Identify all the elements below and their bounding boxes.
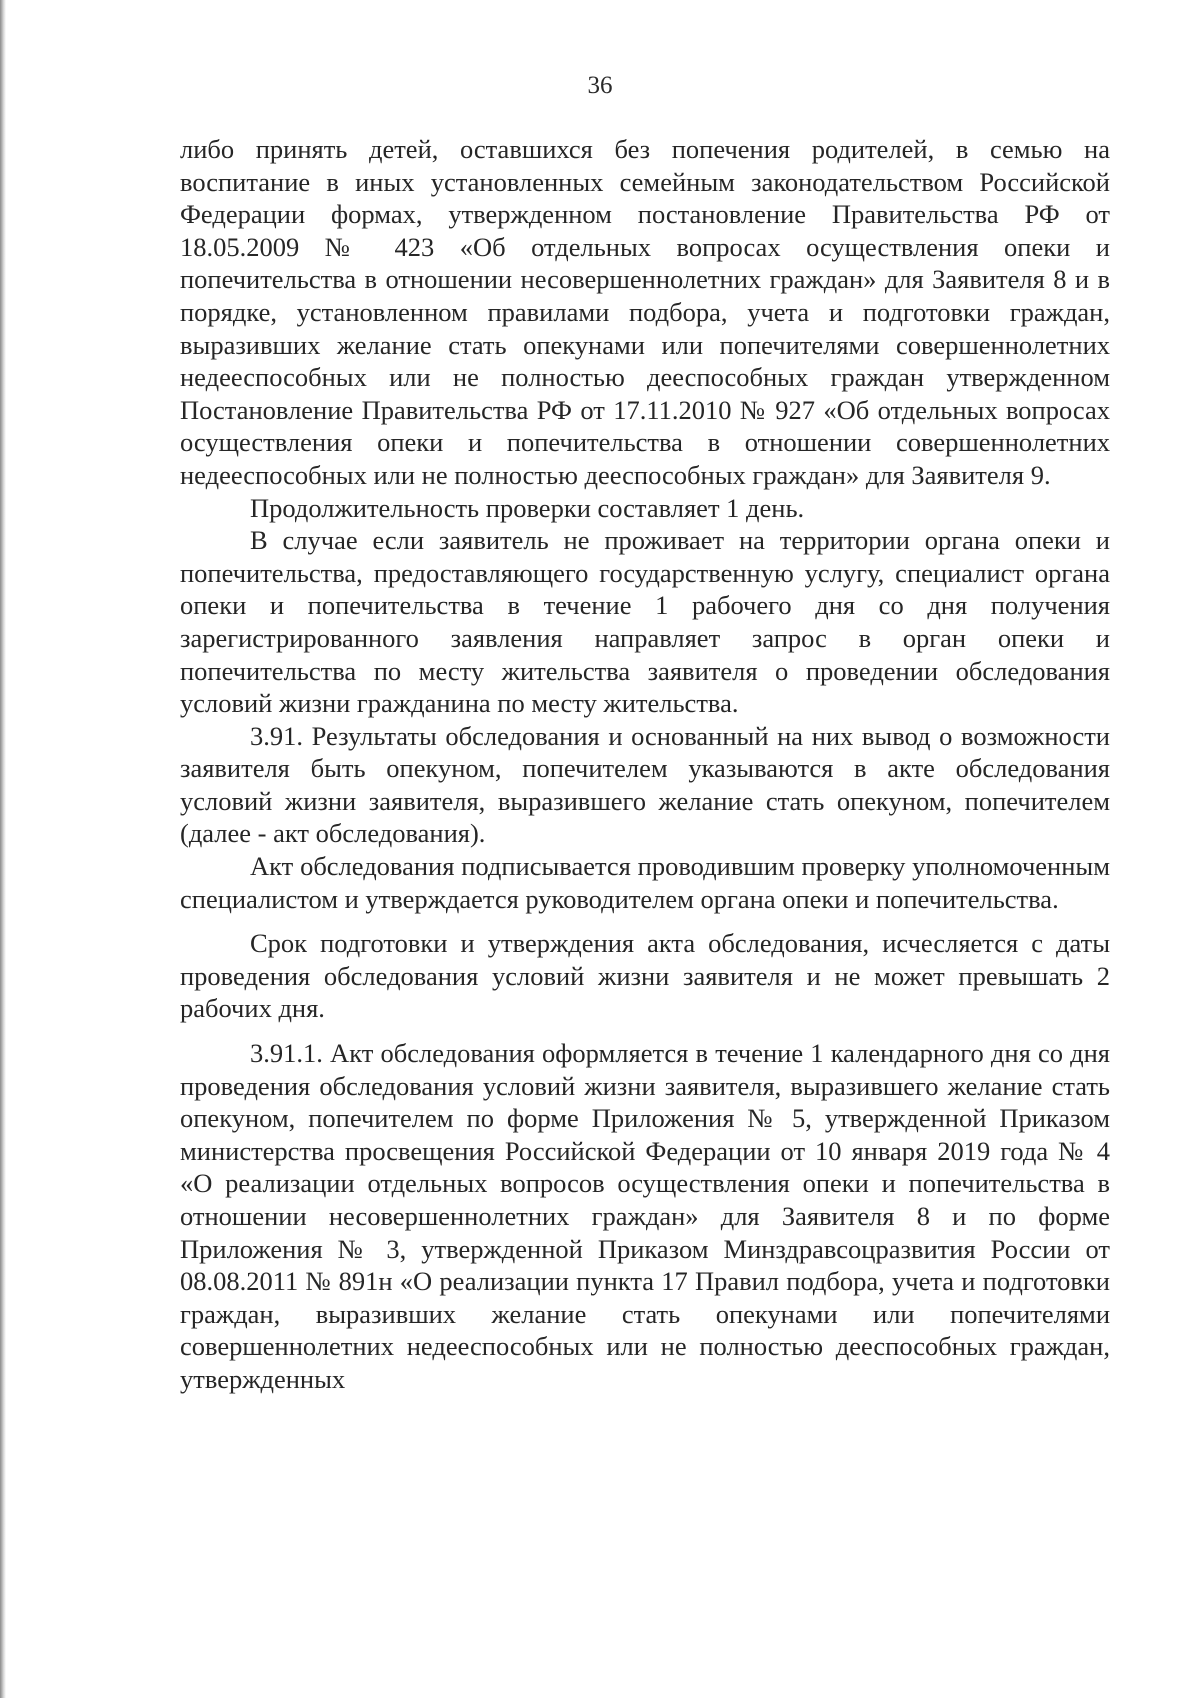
- paragraph-act-signing: Акт обследования подписывается проводившим проверку уполномоченным специалистом и утверждается руководителем органа опеки и попечительства.: [180, 851, 1110, 914]
- page-number: 36: [587, 72, 613, 99]
- paragraph-act-deadline: Срок подготовки и утверждения акта обследования, исчесляется с даты проведения обследования условий жизни заявителя и не может превышать 2 рабочих дня.: [180, 928, 1110, 1024]
- paragraph-3-91: 3.91. Результаты обследования и основанный на них вывод о возможности заявителя быть опекуном, попечителем указываются в акте обследования условий жизни заявителя, выразившего желание стать опекуном, попечителем (далее - акт обследования).: [180, 720, 1110, 849]
- paragraph-check-duration: Продолжительность проверки составляет 1 день.: [250, 492, 805, 523]
- paragraph-3-91-1: 3.91.1. Акт обследования оформляется в течение 1 календарного дня со дня проведения обследования условий жизни заявителя, выразившего желание стать опекуном, попечителем по форме Приложения № 5, утвержденной Приказом министерства просвещения Российской Федерации от 10 января 2019 года № 4 «О реализации отдельных вопросов осуществления опеки и попечительства в отношении несовершеннолетних граждан» для Заявителя 8 и по форме Приложения № 3, утвержденной Приказом Минздравсоцразвития России от 08.08.2011 № 891н «О реализации пункта 17 Правил подбора, учета и подготовки граждан, выразивших желание стать опекунами или попечителями совершеннолетних недееспособных или не полностью дееспособных граждан, утвержденных: [180, 1038, 1110, 1394]
- paragraph-residence-request: В случае если заявитель не проживает на территории органа опеки и попечительства, предоставляющего государственную услугу, специалист органа опеки и попечительства в течение 1 рабочего дня со дня получения зарегистрированного заявления направляет запрос в орган опеки и попечительства по месту жительства заявителя о проведении обследования условий жизни гражданина по месту жительства.: [180, 525, 1110, 719]
- paragraph-continuation: либо принять детей, оставшихся без попечения родителей, в семью на воспитание в иных установленных семейным законодательством Российской Федерации формах, утвержденном постановление Правительства РФ от 18.05.2009 № 423 «Об отдельных вопросах осуществления опеки и попечительства в отношении несовершеннолетних граждан» для Заявителя 8 и в порядке, установленном правилами подбора, учета и подготовки граждан, выразивших желание стать опекунами или попечителями совершеннолетних недееспособных или не полностью дееспособных граждан утвержденном Постановление Правительства РФ от 17.11.2010 № 927 «Об отдельных вопросах осуществления опеки и попечительства в отношении совершеннолетних недееспособных или не полностью дееспособных граждан» для Заявителя 9.: [180, 134, 1110, 490]
- document-body: [180, 133, 1110, 1396]
- scan-edge-shadow: [0, 0, 6, 1698]
